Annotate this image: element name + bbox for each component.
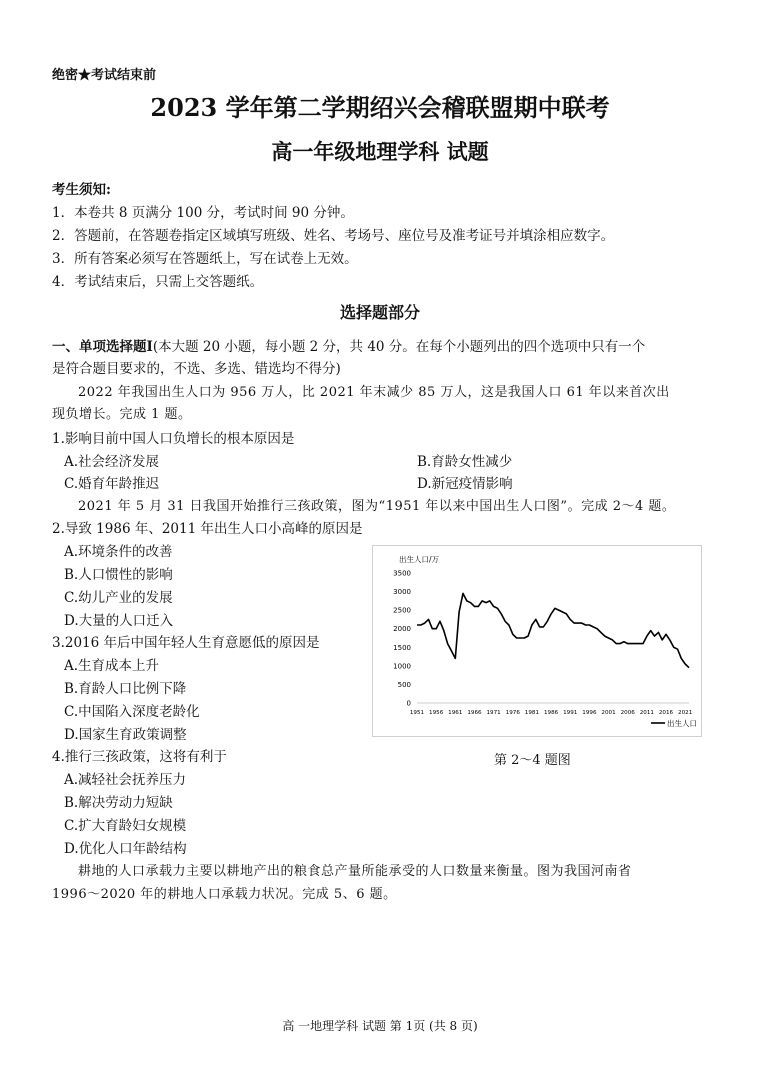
x-tick-label: 1951 [409, 710, 425, 716]
material-1-line2: 现负增长。完成 1 题。 [52, 407, 192, 422]
section-title: 选择题部分 [339, 303, 420, 322]
chart-legend [651, 718, 697, 728]
q1-option-b: B.育龄女性减少 [417, 454, 513, 470]
birth-population-chart [372, 545, 702, 737]
x-tick-label: 2016 [658, 710, 674, 716]
material-3-line2: 1996～2020 年的耕地人口承载力状况。完成 5、6 题。 [52, 887, 397, 902]
notice-item: 4．考试结束后，只需上交答题纸。 [52, 274, 264, 290]
figure-caption: 第 2～4 题图 [494, 753, 571, 768]
notice-heading: 考生须知: [52, 182, 111, 198]
y-tick-label: 0 [406, 699, 411, 708]
q2-option-c: C.幼儿产业的发展 [64, 590, 173, 606]
x-tick-label: 1971 [486, 710, 501, 716]
legend-label: 出生人口 [667, 719, 697, 728]
x-tick-label: 2021 [678, 710, 693, 716]
part1-heading-line2: 是符合题目要求的，不选、多选、错选均不得分) [52, 361, 341, 377]
q4-option-a: A.减轻社会抚养压力 [64, 772, 187, 788]
q4-option-d: D.优化人口年龄结构 [64, 841, 187, 857]
question-2-stem: 2.导致 1986 年、2011 年出生人口小高峰的原因是 [52, 521, 363, 537]
notice-item: 1．本卷共 8 页满分 100 分，考试时间 90 分钟。 [52, 205, 354, 221]
q2-option-a: A.环境条件的改善 [64, 544, 173, 560]
material-1-line1: 2022 年我国出生人口为 956 万人，比 2021 年末减少 85 万人，这是我国人口 61 年以来首次出 [78, 385, 670, 400]
question-4-stem: 4.推行三孩政策，这将有利于 [52, 749, 227, 765]
q1-option-d: D.新冠疫情影响 [417, 476, 513, 492]
x-tick-label: 1986 [543, 710, 559, 716]
series-line-birth-population [417, 593, 689, 667]
x-tick-label: 1996 [582, 710, 597, 716]
x-tick-label: 1991 [563, 710, 578, 716]
q1-option-a: A.社会经济发展 [64, 454, 160, 470]
x-tick-label: 2006 [620, 710, 635, 716]
x-tick-label: 1956 [429, 710, 444, 716]
x-tick-label: 2001 [601, 710, 616, 716]
q2-option-d: D.大量的人口迁入 [64, 613, 174, 629]
q4-option-b: B.解决劳动力短缺 [64, 795, 173, 811]
q3-option-c: C.中国陷入深度老龄化 [64, 704, 200, 720]
q3-option-a: A.生育成本上升 [64, 658, 160, 674]
y-tick-label: 2000 [393, 625, 411, 634]
y-tick-label: 2500 [393, 606, 411, 615]
exam-subtitle: 高一年级地理学科 试题 [271, 139, 489, 164]
x-tick-label: 1966 [467, 710, 482, 716]
chart-canvas [373, 546, 701, 736]
x-tick-label: 2011 [639, 710, 654, 716]
exam-title: 2023 学年第二学期绍兴会稽联盟期中联考 [150, 93, 610, 122]
y-tick-label: 3000 [393, 588, 411, 597]
x-tick-label: 1961 [448, 710, 463, 716]
chart-ylabel: 出生人口/万 [399, 555, 440, 564]
y-tick-label: 3500 [393, 569, 411, 578]
y-tick-label: 1500 [393, 643, 411, 652]
q2-option-b: B.人口惯性的影响 [64, 567, 173, 583]
confidential-mark: 绝密★考试结束前 [52, 68, 157, 83]
part1-heading-bold: 一、单项选择题Ⅰ [52, 339, 153, 355]
part1-heading [52, 335, 645, 355]
notice-item: 2．答题前，在答题卷指定区域填写班级、姓名、考场号、座位号及准考证号并填涂相应数字。 [52, 228, 615, 244]
x-tick-label: 1981 [524, 710, 540, 716]
question-3-stem: 3.2016 年后中国年轻人生育意愿低的原因是 [52, 635, 320, 651]
page-footer: 高 一地理学科 试题 第 1页 (共 8 页) [282, 1019, 478, 1033]
y-tick-label: 1000 [393, 662, 411, 671]
question-1-stem: 1.影响目前中国人口负增长的根本原因是 [52, 431, 295, 447]
q3-option-d: D.国家生育政策调整 [64, 727, 187, 743]
material-2: 2021 年 5 月 31 日我国开始推行三孩政策，图为“1951 年以来中国出生人口图”。完成 2～4 题。 [78, 499, 676, 514]
part1-heading-rest: (本大题 20 小题，每小题 2 分，共 40 分。在每个小题列出的四个选项中只有一个 [152, 339, 646, 355]
material-3-line1: 耕地的人口承载力主要以耕地产出的粮食总产量所能承受的人口数量来衡量。图为我国河南省 [78, 864, 632, 879]
notice-item: 3．所有答案必须写在答题纸上，写在试卷上无效。 [52, 251, 358, 267]
y-tick-label: 500 [397, 680, 411, 689]
q1-option-c: C.婚育年龄推迟 [64, 476, 160, 492]
x-tick-label: 1976 [505, 710, 520, 716]
q4-option-c: C.扩大育龄妇女规模 [64, 818, 187, 834]
q3-option-b: B.育龄人口比例下降 [64, 681, 187, 697]
